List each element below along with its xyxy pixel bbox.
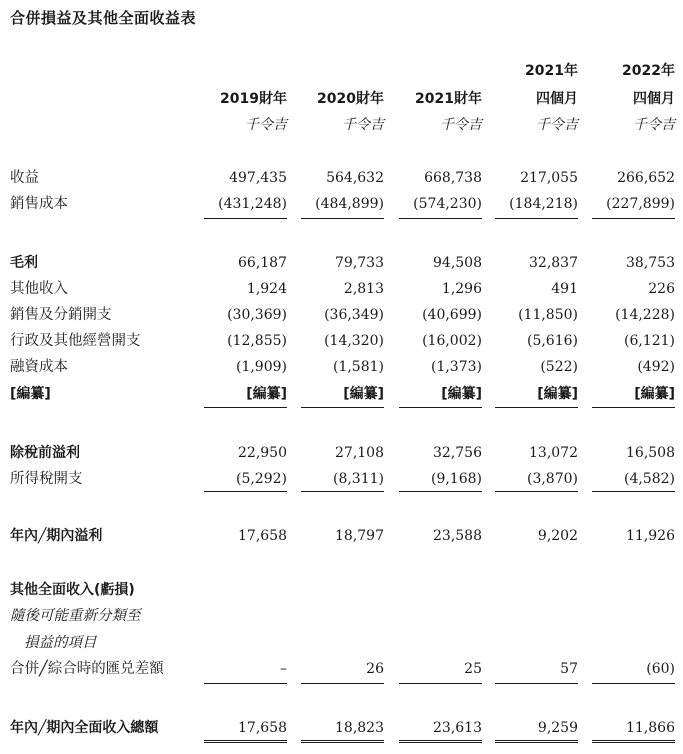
row-value: 27,108: [335, 445, 384, 461]
row-label: 隨後可能重新分類至: [10, 608, 141, 624]
subtotal-rule: [204, 407, 287, 408]
row-value: –: [280, 661, 287, 677]
column-header-line2: 2021財年: [415, 91, 482, 107]
row-value: (3,870): [526, 471, 578, 487]
row-value: 564,632: [326, 170, 384, 186]
row-value: [編纂]: [343, 386, 384, 402]
column-unit: 千令吉: [536, 117, 578, 133]
row-value: (14,320): [324, 333, 384, 349]
row-label: 融資成本: [10, 359, 68, 375]
row-value: (12,855): [227, 333, 287, 349]
row-value: (11,850): [518, 307, 578, 323]
subtotal-rule: [399, 407, 482, 408]
subtotal-rule: [301, 491, 384, 492]
total-double-rule: [399, 740, 482, 743]
total-double-rule: [301, 740, 384, 743]
row-value: (1,581): [332, 359, 384, 375]
row-value: (431,248): [218, 196, 287, 212]
row-value: (14,228): [615, 307, 675, 323]
total-double-rule: [204, 740, 287, 743]
row-label: [編纂]: [10, 386, 51, 402]
row-value: 226: [648, 281, 675, 297]
row-value: (227,899): [606, 196, 675, 212]
row-value: (492): [637, 359, 675, 375]
row-value: (40,699): [422, 307, 482, 323]
row-label: 收益: [10, 170, 39, 186]
row-value: 38,753: [626, 255, 675, 271]
subtotal-rule: [495, 218, 578, 219]
row-value: 1,924: [246, 281, 287, 297]
row-value: (522): [540, 359, 578, 375]
row-value: 18,797: [335, 528, 384, 544]
row-value: 22,950: [238, 445, 287, 461]
row-value: 497,435: [229, 170, 287, 186]
row-value: (1,909): [235, 359, 287, 375]
row-value: 668,738: [424, 170, 482, 186]
row-label: 所得稅開支: [10, 471, 83, 487]
column-unit: 千令吉: [245, 117, 287, 133]
row-value: 1,296: [441, 281, 482, 297]
row-value: 94,508: [433, 255, 482, 271]
subtotal-rule: [495, 407, 578, 408]
row-value: 2,813: [343, 281, 384, 297]
subtotal-rule: [399, 218, 482, 219]
column-header-line1: 2021年: [525, 63, 578, 79]
column-header-line2: 2019財年: [220, 91, 287, 107]
row-value: 17,658: [238, 720, 287, 736]
row-value: 16,508: [626, 445, 675, 461]
row-value: (484,899): [315, 196, 384, 212]
row-value: 11,866: [626, 720, 675, 736]
row-value: 23,588: [433, 528, 482, 544]
row-value: [編纂]: [441, 386, 482, 402]
row-value: (8,311): [332, 471, 384, 487]
row-value: (4,582): [623, 471, 675, 487]
subtotal-rule: [495, 491, 578, 492]
row-value: 32,837: [529, 255, 578, 271]
subtotal-rule: [399, 491, 482, 492]
row-label: 其他收入: [10, 281, 68, 297]
subtotal-rule: [204, 491, 287, 492]
row-value: 25: [464, 661, 482, 677]
row-value: (36,349): [324, 307, 384, 323]
row-label: 合併╱綜合時的匯兑差額: [10, 661, 164, 677]
row-value: 23,613: [433, 720, 482, 736]
row-value: 32,756: [433, 445, 482, 461]
row-value: 491: [551, 281, 578, 297]
row-value: 11,926: [626, 528, 675, 544]
row-value: 266,652: [617, 170, 675, 186]
column-unit: 千令吉: [633, 117, 675, 133]
row-label: 年內╱期內全面收入總額: [10, 720, 159, 736]
subtotal-rule: [399, 683, 482, 684]
row-label: 行政及其他經營開支: [10, 333, 141, 349]
row-value: 13,072: [529, 445, 578, 461]
total-double-rule: [592, 740, 675, 743]
row-value: 9,259: [537, 720, 578, 736]
row-value: 26: [366, 661, 384, 677]
row-value: (1,373): [430, 359, 482, 375]
row-label: 其他全面收入(虧損): [10, 582, 135, 598]
row-value: (5,616): [526, 333, 578, 349]
row-label: 毛利: [10, 255, 38, 271]
row-value: [編纂]: [634, 386, 675, 402]
column-header-line2: 2020財年: [317, 91, 384, 107]
row-value: (574,230): [413, 196, 482, 212]
subtotal-rule: [204, 683, 287, 684]
row-label: 損益的項目: [24, 635, 97, 651]
column-unit: 千令吉: [342, 117, 384, 133]
row-value: 79,733: [335, 255, 384, 271]
row-value: (16,002): [422, 333, 482, 349]
row-value: (30,369): [227, 307, 287, 323]
row-value: (5,292): [235, 471, 287, 487]
subtotal-rule: [592, 407, 675, 408]
total-double-rule: [495, 740, 578, 743]
subtotal-rule: [495, 683, 578, 684]
row-value: 66,187: [238, 255, 287, 271]
statement-title: 合併損益及其他全面收益表: [10, 9, 197, 27]
subtotal-rule: [301, 407, 384, 408]
row-value: 57: [560, 661, 578, 677]
subtotal-rule: [592, 218, 675, 219]
row-value: (60): [646, 661, 675, 677]
row-value: (184,218): [509, 196, 578, 212]
row-value: [編纂]: [537, 386, 578, 402]
row-value: 9,202: [537, 528, 578, 544]
row-value: 18,823: [335, 720, 384, 736]
row-label: 銷售成本: [10, 196, 68, 212]
subtotal-rule: [592, 683, 675, 684]
row-label: 銷售及分銷開支: [10, 307, 112, 323]
subtotal-rule: [204, 218, 287, 219]
row-value: 217,055: [520, 170, 578, 186]
row-value: (6,121): [623, 333, 675, 349]
column-unit: 千令吉: [440, 117, 482, 133]
column-header-line2: 四個月: [633, 91, 675, 107]
subtotal-rule: [301, 218, 384, 219]
subtotal-rule: [592, 491, 675, 492]
row-value: 17,658: [238, 528, 287, 544]
column-header-line2: 四個月: [536, 91, 578, 107]
subtotal-rule: [301, 683, 384, 684]
row-label: 年內╱期內溢利: [10, 528, 103, 544]
row-label: 除稅前溢利: [10, 445, 80, 461]
row-value: (9,168): [430, 471, 482, 487]
column-header-line1: 2022年: [622, 63, 675, 79]
row-value: [編纂]: [246, 386, 287, 402]
